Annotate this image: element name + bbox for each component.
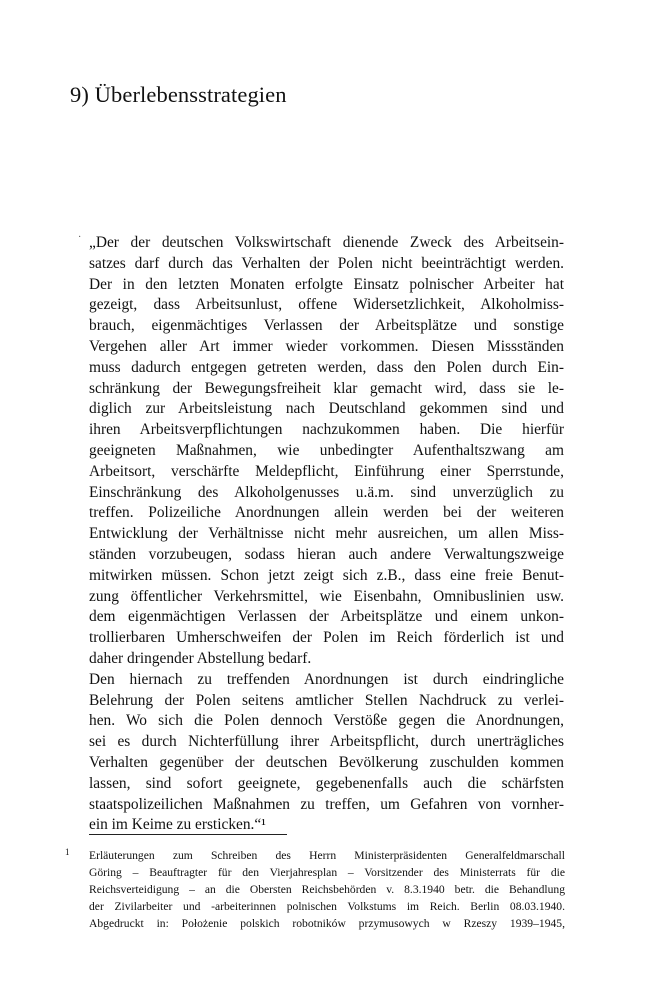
quote-line: brauch, eigenmächtiges Verlassen der Arbeitsplätze und sonstige bbox=[89, 317, 564, 335]
quote-paragraph-end: ein im Keime zu ersticken.“¹ bbox=[89, 816, 266, 834]
quote-line: mitwirken müssen. Schon jetzt zeigt sich z.B., dass eine freie Benut- bbox=[89, 566, 564, 584]
footnote-line: der Zivilarbeiter und -arbeiterinnen polnischen Volkstums im Reich. Berlin 08.03.1940. bbox=[89, 900, 565, 913]
footnote-text bbox=[89, 847, 565, 932]
quote-line: staatspolizeilichen Maßnahmen zu treffen, um Gefahren von vornher- bbox=[89, 795, 564, 813]
footnote-line: Erläuterungen zum Schreiben des Herrn Ministerpräsidenten Generalfeldmarschall bbox=[89, 849, 565, 862]
quote-line: Der in den letzten Monaten erfolgte Einsatz polnischer Arbeiter hat bbox=[89, 275, 564, 293]
margin-mark: · bbox=[78, 232, 82, 243]
quote-line: sei es durch Nichterfüllung ihrer Arbeitspflicht, durch unerträgliches bbox=[89, 733, 564, 751]
quote-line: dem eigenmächtigen Verlassen der Arbeitsplätze und einem unkon- bbox=[89, 608, 564, 626]
quote-line: geeigneten Maßnahmen, wie unbedingter Aufenthaltszwang am bbox=[89, 441, 564, 459]
footnote-line: Göring – Beauftragter für den Vierjahresplan – Vorsitzender des Ministerrats für die bbox=[89, 866, 565, 879]
footnote-line: Abgedruckt in: Położenie polskich robotników przymusowych w Rzeszy 1939–1945, bbox=[89, 917, 565, 930]
quote-block bbox=[89, 233, 564, 836]
quote-line: Verhalten gegenüber der deutschen Bevölkerung zuschulden kommen bbox=[89, 753, 564, 771]
quote-line: ständen vorzubeugen, sodass hieran auch andere Verwaltungszweige bbox=[89, 545, 564, 563]
quote-line: Vergehen aller Art immer wieder vorkommen. Diesen Missständen bbox=[89, 337, 564, 355]
quote-line: diglich zur Arbeitsleistung nach Deutschland gekommen sind und bbox=[89, 400, 564, 418]
quote-line: Einschränkung des Alkoholgenusses u.ä.m. sind unverzüglich zu bbox=[89, 483, 564, 501]
quote-line: Belehrung der Polen seitens amtlicher Stellen Nachdruck zu verlei- bbox=[89, 691, 564, 709]
quote-line: schränkung der Bewegungsfreiheit klar gemacht wird, dass sie le- bbox=[89, 379, 564, 397]
quote-line: zung öffentlicher Verkehrsmittel, wie Eisenbahn, Omnibuslinien usw. bbox=[89, 587, 564, 605]
quote-paragraph-end: daher dringender Abstellung bedarf. bbox=[89, 649, 312, 667]
footnote-separator bbox=[89, 834, 287, 835]
chapter-heading: 9) Überlebensstrategien bbox=[70, 82, 287, 107]
quote-line: gezeigt, dass Arbeitsunlust, offene Widersetzlichkeit, Alkoholmiss- bbox=[89, 296, 564, 314]
footnote-line: Reichsverteidigung – an die Obersten Reichsbehörden v. 8.3.1940 betr. die Behandlung bbox=[89, 883, 565, 896]
quote-line: lassen, sind sofort geeignete, gegebenenfalls auch die schärfsten bbox=[89, 774, 564, 792]
quote-line: Entwicklung der Verhältnisse nicht mehr ausreichen, um allen Miss- bbox=[89, 525, 564, 543]
footnote-marker: 1 bbox=[65, 847, 70, 857]
quote-line: ihren Arbeitsverpflichtungen nachzukommen haben. Die hierfür bbox=[89, 421, 564, 439]
quote-line: „Der der deutschen Volkswirtschaft dienende Zweck des Arbeitsein- bbox=[89, 234, 564, 251]
quote-line: trollierbaren Umherschweifen der Polen im Reich förderlich ist und bbox=[89, 629, 564, 647]
quote-line: muss dadurch entgegen getreten werden, dass den Polen durch Ein- bbox=[89, 358, 564, 376]
quote-line: Arbeitsort, verschärfte Meldepflicht, Einführung einer Sperrstunde, bbox=[89, 462, 564, 480]
quote-line: Den hiernach zu treffenden Anordnungen ist durch eindringliche bbox=[89, 670, 564, 688]
quote-line: hen. Wo sich die Polen dennoch Verstöße gegen die Anordnungen, bbox=[89, 712, 564, 730]
quote-line: satzes darf durch das Verhalten der Polen nicht beeinträchtigt werden. bbox=[89, 254, 564, 272]
quote-line: treffen. Polizeiliche Anordnungen allein werden bei der weiteren bbox=[89, 504, 564, 522]
